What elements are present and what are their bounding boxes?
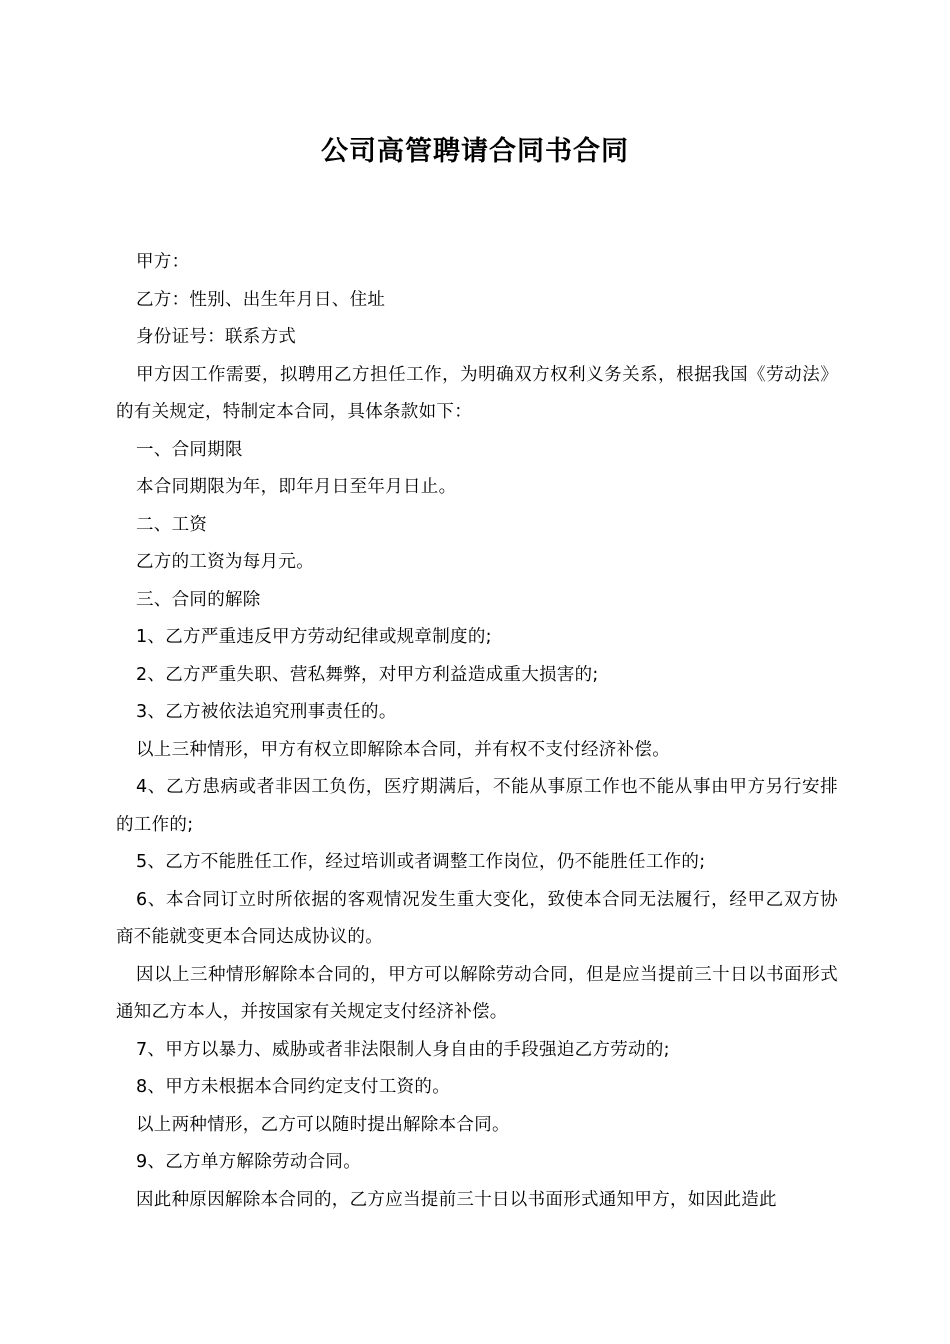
clause-6: 6、本合同订立时所依据的客观情况发生重大变化，致使本合同无法履行，经甲乙双方协商不能就变更本合同达成协议的。 — [116, 889, 838, 947]
id-number-line: 身份证号：联系方式 — [136, 327, 297, 347]
summary-clauses-7-8: 以上两种情形，乙方可以随时提出解除本合同。 — [136, 1114, 510, 1135]
clause-9: 9、乙方单方解除劳动合同。 — [136, 1152, 362, 1172]
clause-2: 2、乙方严重失职、营私舞弊，对甲方利益造成重大损害的; — [136, 664, 599, 685]
salary-paragraph: 乙方的工资为每月元。 — [136, 552, 314, 572]
party-a-line: 甲方： — [136, 252, 190, 272]
section-heading-termination: 三、合同的解除 — [136, 589, 261, 610]
document-body — [116, 244, 838, 1219]
clause-8: 8、甲方未根据本合同约定支付工资的。 — [136, 1077, 451, 1097]
clause-1: 1、乙方严重违反甲方劳动纪律或规章制度的; — [136, 627, 492, 647]
section-heading-salary: 二、工资 — [136, 514, 208, 535]
section-heading-term: 一、合同期限 — [136, 439, 243, 460]
summary-clauses-4-6: 因以上三种情形解除本合同的，甲方可以解除劳动合同，但是应当提前三十日以书面形式通知乙方本人，并按国家有关规定支付经济补偿。 — [116, 964, 838, 1022]
clause-4: 4、乙方患病或者非因工负伤，医疗期满后，不能从事原工作也不能从事由甲方另行安排的工作的; — [116, 777, 838, 835]
clause-7: 7、甲方以暴力、威胁或者非法限制人身自由的手段强迫乙方劳动的; — [136, 1039, 670, 1060]
preamble-paragraph: 甲方因工作需要，拟聘用乙方担任工作，为明确双方权利义务关系，根据我国《劳动法》的有关规定，特制定本合同，具体条款如下： — [116, 364, 838, 422]
summary-clauses-1-3: 以上三种情形，甲方有权立即解除本合同，并有权不支付经济补偿。 — [136, 739, 670, 760]
clause-5: 5、乙方不能胜任工作，经过培训或者调整工作岗位，仍不能胜任工作的; — [136, 852, 706, 872]
clause-3: 3、乙方被依法追究刑事责任的。 — [136, 702, 397, 722]
document-title: 公司高管聘请合同书合同 — [321, 136, 629, 167]
party-b-line: 乙方：性别、出生年月日、住址 — [136, 289, 386, 310]
clause-9-notice: 因此种原因解除本合同的，乙方应当提前三十日以书面形式通知甲方，如因此造此 — [136, 1189, 777, 1210]
term-paragraph: 本合同期限为年，即年月日至年月日止。 — [136, 477, 457, 497]
